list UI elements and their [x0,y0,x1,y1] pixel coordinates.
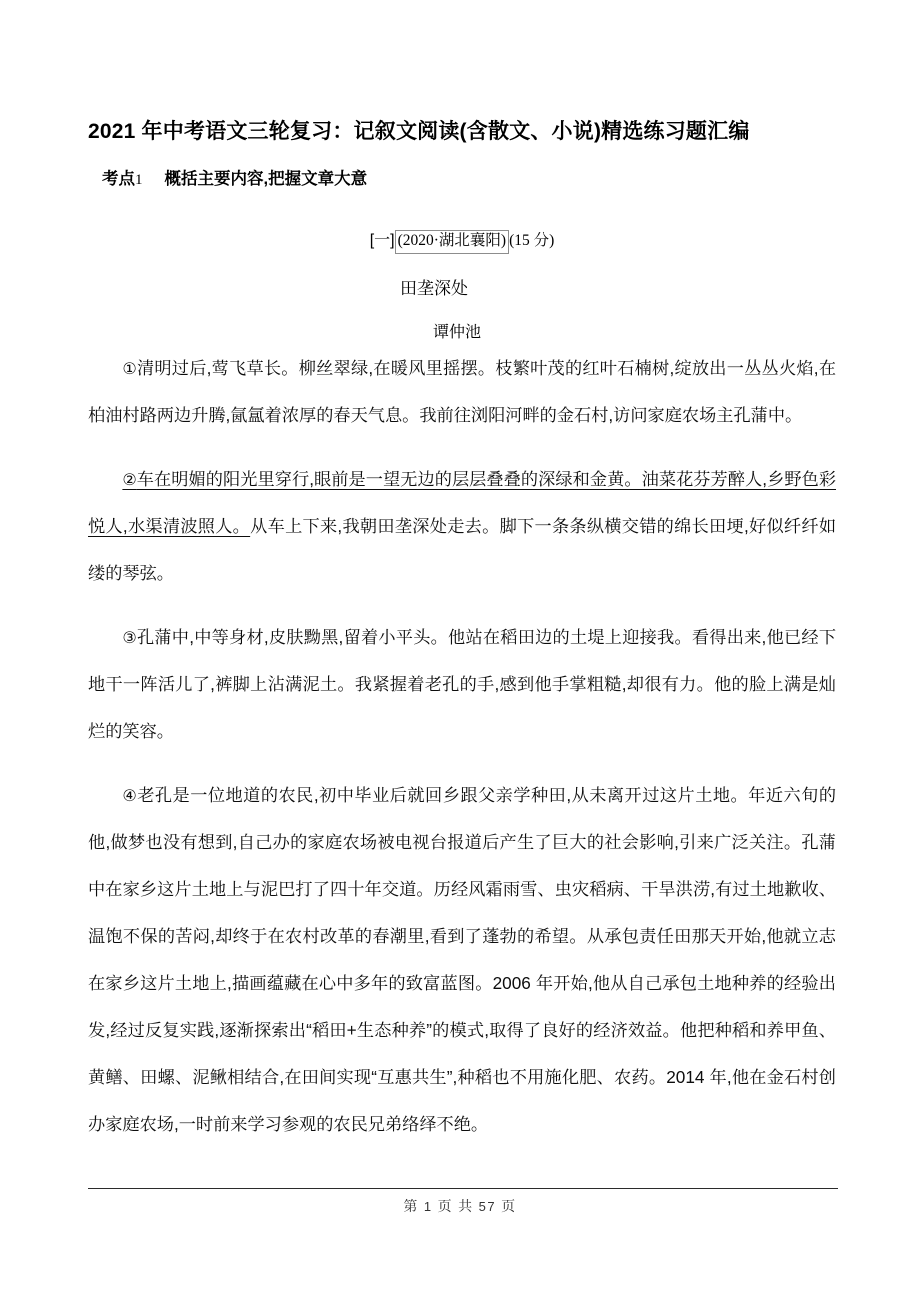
paragraph-text: 从车上下来,我朝田垄深处走去。脚下一条条纵横交错的绵长田埂,好似纤纤如缕的琴弦。 [88,516,837,584]
paragraph-underlined-text: 车在明媚的阳光里穿行,眼前是一望无边的层层叠叠的深绿和金黄。油菜花芬芳醉人,乡野色彩悦人,水渠清波照人。 [88,469,837,537]
footer-prefix: 第 [403,1200,419,1215]
article-author: 谭仲池 [432,324,481,342]
section-number: 1 [135,172,143,189]
source-line [88,191,836,253]
paragraph-marker: ③ [122,628,137,648]
paragraph-marker: ② [122,470,137,490]
score-label: (15 分) [509,232,555,250]
paragraph-text: 清明过后,莺飞草长。柳丝翠绿,在暖风里摇摆。枝繁叶茂的红叶石楠树,绽放出一丛丛火焰,在柏油村路两边升腾,氤氲着浓厚的春天气息。我前往浏阳河畔的金石村,访问家庭农场主孔蒲中。 [88,358,837,426]
paragraph-2 [88,439,836,597]
paragraph-4 [88,755,836,1148]
question-index: [一] [369,232,395,250]
paragraph-text: 孔蒲中,中等身材,皮肤黝黑,留着小平头。他站在稻田边的土堤上迎接我。看得出来,他已经下地干一阵活儿了,裤脚上沾满泥土。我紧握着老孔的手,感到他手掌粗糙,却很有力。他的脸上满是灿烂的笑容。 [88,627,837,742]
article-title: 田垄深处 [400,278,468,298]
document-content [88,0,836,1148]
footer-suffix: 页 [501,1200,517,1215]
page-title: 2021 年中考语文三轮复习：记叙文阅读(含散文、小说)精选练习题汇编 [88,120,750,143]
paragraph-text: 老孔是一位地道的农民,初中毕业后就回乡跟父亲学种田,从未离开过这片土地。年近六旬的他,做梦也没有想到,自己办的家庭农场被电视台报道后产生了巨大的社会影响,引来广泛关注。孔蒲中在家乡这片土地上与泥巴打了四十年交道。历经风霜雨雪、虫灾稻病、干旱洪涝,有过土地歉收、温饱不保的苦闷,却终于在农村改革的春潮里,看到了蓬勃的希望。从承包责任田那天开始,他就立志在家乡这片土地上,描画蕴藏在心中多年的致富蓝图。2006 年开始,他从自己承包土地种养的经验出发,经过反复实践,逐渐探索出“稻田+生态种养”的模式,取得了良好的经济效益。他把种稻和养甲鱼、黄鳝、田螺、泥鳅相结合,在田间实现“互惠共生”,种稻也不用施化肥、农药。2014 年,他在金石村创办家庭农场,一时前来学习参观的农民兄弟络绎不绝。 [88,785,837,1135]
paragraph-marker: ④ [122,786,138,806]
paragraph-1 [88,345,836,439]
section-name: 概括主要内容,把握文章大意 [164,170,368,189]
paragraph-marker: ① [122,359,137,379]
section-label: 考点 [102,170,135,189]
page-footer [0,1196,920,1219]
paragraph-3 [88,597,836,755]
footer-divider [88,1188,838,1189]
footer-middle: 页 共 [437,1200,474,1215]
exam-source-box: (2020·湖北襄阳) [395,230,510,253]
footer-current-page: 1 [423,1199,433,1214]
footer-total-pages: 57 [478,1199,497,1214]
section-heading [88,146,836,191]
